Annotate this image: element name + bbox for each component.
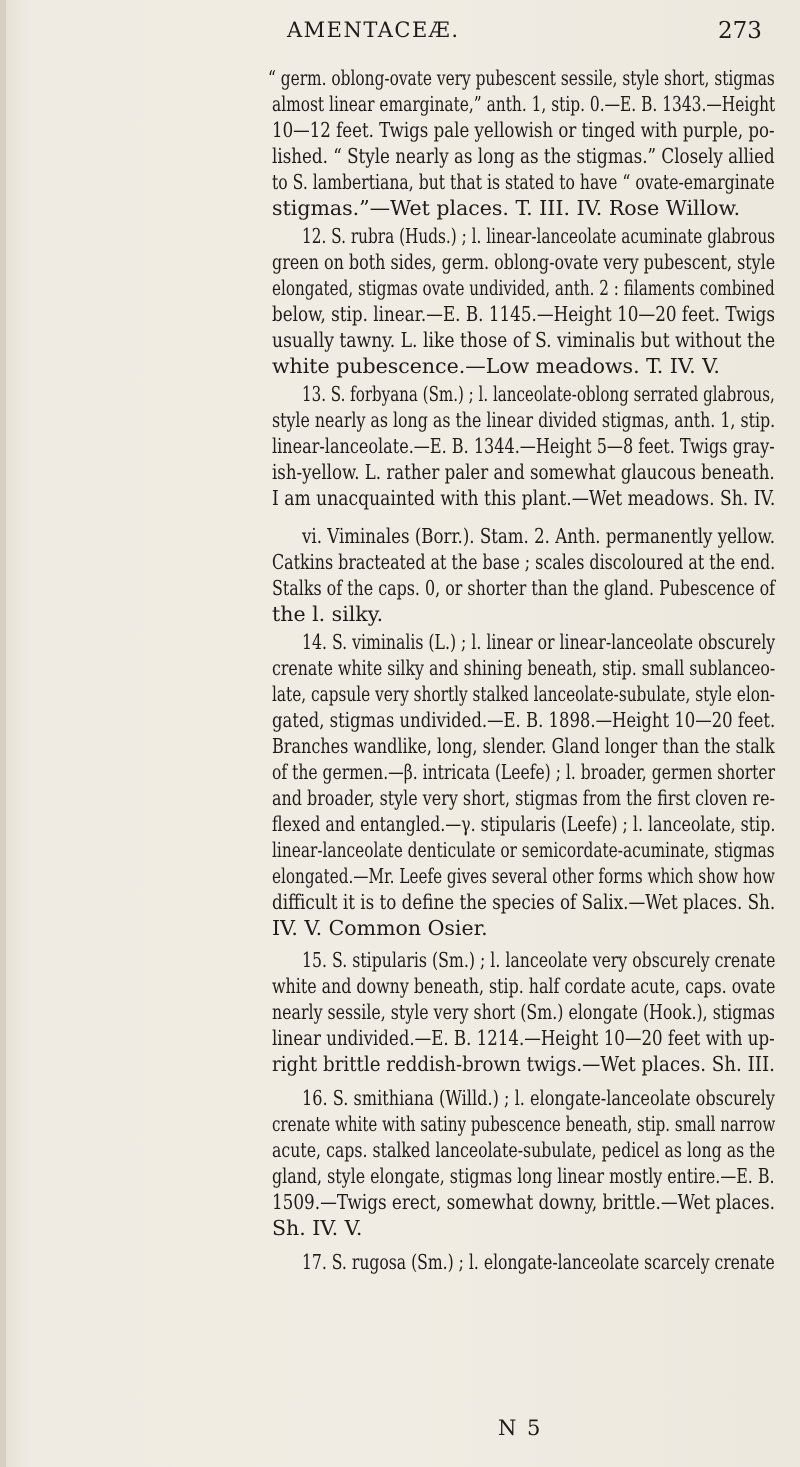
text-line: elongated, stigmas ovate undivided, anth. 2 : filaments combined bbox=[272, 276, 775, 300]
text-line: acute, caps. stalked lanceolate-subulate, pedicel as long as the bbox=[272, 1138, 776, 1162]
text-line: to S. lambertiana, but that is stated to have “ ovate-emarginate bbox=[272, 170, 775, 194]
text-line: white and downy beneath, stip. half cordate acute, caps. ovate bbox=[272, 974, 776, 998]
page-gutter-shadow bbox=[0, 0, 6, 1467]
text-line: style nearly as long as the linear divided stigmas, anth. 1, stip. bbox=[272, 408, 776, 432]
text-line: 15. S. stipularis (Sm.) ; l. lanceolate very obscurely crenate bbox=[302, 948, 776, 972]
text-line: 10—12 feet. Twigs pale yellowish or tinged with purple, po- bbox=[272, 118, 775, 142]
text-line: 17. S. rugosa (Sm.) ; l. elongate-lanceolate scarcely crenate bbox=[302, 1250, 775, 1274]
text-line: IV. V. Common Osier. bbox=[272, 916, 488, 940]
text-line: lished. “ Style nearly as long as the stigmas.” Closely allied bbox=[272, 144, 775, 168]
text-line: Catkins bracteated at the base ; scales discoloured at the end. bbox=[272, 550, 776, 574]
text-line: 13. S. forbyana (Sm.) ; l. lanceolate-oblong serrated glabrous, bbox=[302, 382, 775, 406]
text-line: late, capsule very shortly stalked lanceolate-subulate, style elon- bbox=[272, 682, 775, 706]
signature-mark: N 5 bbox=[498, 1416, 543, 1440]
text-line: crenate white with satiny pubescence beneath, stip. small narrow bbox=[272, 1112, 776, 1136]
text-line: 16. S. smithiana (Willd.) ; l. elongate-lanceolate obscurely bbox=[302, 1086, 775, 1110]
text-line: stigmas.”—Wet places. T. III. IV. Rose Willow. bbox=[272, 196, 741, 220]
text-line: difficult it is to define the species of Salix.—Wet places. Sh. bbox=[272, 890, 776, 914]
text-line: linear-lanceolate denticulate or semicordate-acuminate, stigmas bbox=[272, 838, 775, 862]
text-line: elongated.—Mr. Leefe gives several other forms which show how bbox=[272, 864, 775, 888]
text-line: usually tawny. L. like those of S. viminalis but without the bbox=[272, 328, 776, 352]
text-line: the l. silky. bbox=[272, 602, 384, 626]
text-line: 14. S. viminalis (L.) ; l. linear or linear-lanceolate obscurely bbox=[302, 630, 776, 654]
text-line: gated, stigmas undivided.—E. B. 1898.—Height 10—20 feet. bbox=[272, 708, 776, 732]
text-line: vi. Viminales (Borr.). Stam. 2. Anth. permanently yellow. bbox=[302, 524, 776, 548]
text-line: flexed and entangled.—γ. stipularis (Leefe) ; l. lanceolate, stip. bbox=[272, 812, 776, 836]
text-line: almost linear emarginate,” anth. 1, stip. 0.—E. B. 1343.—Height bbox=[272, 92, 776, 116]
text-line: nearly sessile, style very short (Sm.) elongate (Hook.), stigmas bbox=[272, 1000, 775, 1024]
text-line: ish-yellow. L. rather paler and somewhat glaucous beneath. bbox=[272, 460, 775, 484]
text-line: 1509.—Twigs erect, somewhat downy, brittle.—Wet places. bbox=[272, 1190, 775, 1214]
text-line: of the germen.—β. intricata (Leefe) ; l. broader, germen shorter bbox=[272, 760, 776, 784]
text-line: right brittle reddish-brown twigs.—Wet places. Sh. III. bbox=[272, 1052, 775, 1076]
text-line: linear undivided.—E. B. 1214.—Height 10—20 feet with up- bbox=[272, 1026, 775, 1050]
text-line: 12. S. rubra (Huds.) ; l. linear-lanceolate acuminate glabrous bbox=[302, 224, 776, 248]
running-head: AMENTACEÆ. bbox=[287, 18, 460, 42]
text-line: Sh. IV. V. bbox=[272, 1216, 363, 1240]
text-line: “ germ. oblong-ovate very pubescent sessile, style short, stigmas bbox=[268, 66, 775, 90]
text-line: Branches wandlike, long, slender. Gland longer than the stalk bbox=[272, 734, 775, 758]
text-line: I am unacquainted with this plant.—Wet meadows. Sh. IV. bbox=[272, 486, 776, 510]
text-line: green on both sides, germ. oblong-ovate very pubescent, style bbox=[272, 250, 776, 274]
text-line: crenate white silky and shining beneath, stip. small sublanceo- bbox=[272, 656, 776, 680]
text-line: and broader, style very short, stigmas from the first cloven re- bbox=[272, 786, 775, 810]
page-header bbox=[0, 18, 800, 48]
text-line: linear-lanceolate.—E. B. 1344.—Height 5—8 feet. Twigs gray- bbox=[272, 434, 775, 458]
text-line: Stalks of the caps. 0, or shorter than the gland. Pubescence of bbox=[272, 576, 776, 600]
text-line: below, stip. linear.—E. B. 1145.—Height 10—20 feet. Twigs bbox=[272, 302, 775, 326]
page-number: 273 bbox=[718, 18, 762, 44]
text-line: gland, style elongate, stigmas long linear mostly entire.—E. B. bbox=[272, 1164, 775, 1188]
text-line: white pubescence.—Low meadows. T. IV. V. bbox=[272, 354, 720, 378]
